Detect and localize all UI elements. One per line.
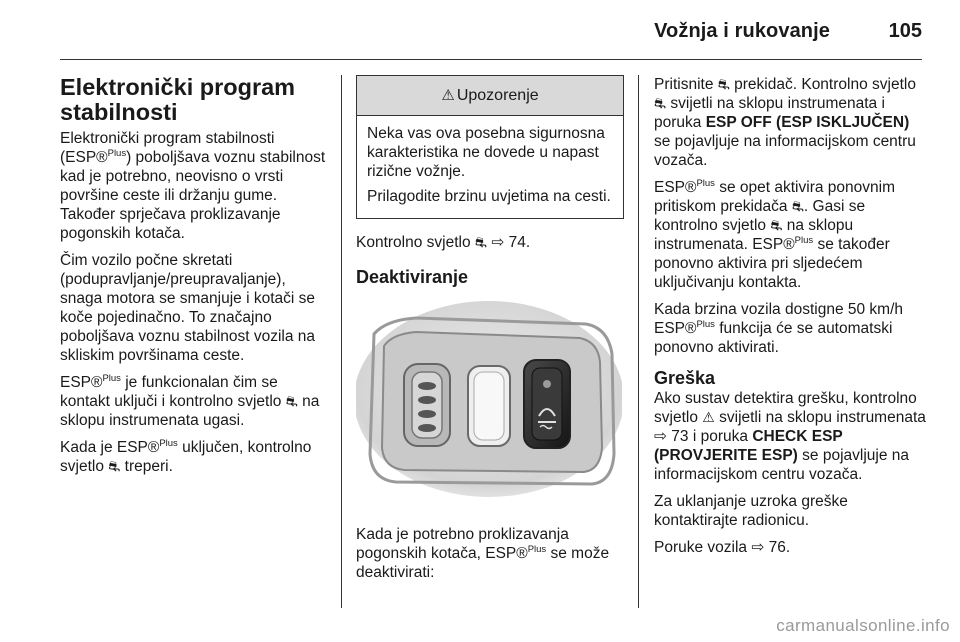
message-esp-off: ESP OFF (ESP ISKLJUČEN) (705, 114, 910, 131)
paragraph-workshop: Za uklanjanje uzroka greške kontaktirajte radionicu. (654, 493, 848, 529)
column-divider-left (341, 75, 342, 608)
warning-text-2: Prilagodite brzinu uvjetima na cesti. (367, 188, 611, 205)
indicator-reference: Kontrolno svjetlo ⛐ ⇨ 74. (356, 234, 531, 251)
watermark: carmanualsonline.info (776, 616, 950, 635)
column-3 (654, 75, 926, 565)
column-1 (60, 75, 328, 484)
page-header (60, 18, 922, 58)
paragraph-fault: Ako sustav detektira grešku, kontrolno svjetlo ⚠ svijetli na sklopu instrumenata ⇨ 73 i poruka CHECK ESP (PROVJERITE ESP) se pojavljuje na informacijskom centru vozača. (654, 390, 926, 483)
paragraph-intro: Elektronički program stabilnosti (ESP®$^{Plus}$) poboljšava voznu stabilnost kad je potrebno, neovisno o vrsti površine ceste ili držanju gume. Također sprječava proklizavanje pogonskih kotača. (60, 130, 326, 242)
column-divider-right (638, 75, 639, 608)
page-ref-arrow-icon: ⇨ (654, 428, 667, 445)
page-ref-arrow-icon: ⇨ (751, 539, 765, 556)
warning-box (356, 75, 624, 219)
warning-triangle-icon: ⚠ (441, 87, 455, 104)
esp-indicator-icon: ⛐ (285, 393, 298, 409)
esp-switch-illustration (356, 294, 622, 508)
paragraph-press-switch: Pritisnite ⛐ prekidač. Kontrolno svjetlo ⛐ svijetli na sklopu instrumenata i poruka ESP OFF (ESP ISKLJUČEN) se pojavljuje na informacijskom centru vozača. (654, 76, 916, 169)
subheading-deactivation: Deaktiviranje (356, 267, 469, 287)
esp-indicator-icon: ⛐ (770, 217, 783, 233)
section-heading: Elektronički program stabilnosti (60, 74, 296, 125)
column-2 (356, 75, 624, 590)
page-ref-arrow-icon: ⇨ (491, 234, 505, 251)
paragraph-vehicle-messages: Poruke vozila ⇨ 76. (654, 539, 791, 556)
paragraph-functional: ESP®$^{Plus}$ je funkcionalan čim se kontakt uključi i kontrolno svjetlo ⛐ na sklopu instrumenata ugasi. (60, 372, 320, 429)
esp-switch-icon: ⛐ (717, 76, 730, 92)
warning-text-1: Neka vas ova posebna sigurnosna karakteristika ne dovede u napast rizične vožnje. (367, 125, 605, 180)
esp-indicator-icon: ⛐ (108, 458, 121, 474)
chapter-title: Vožnja i rukovanje (654, 20, 830, 42)
paragraph-skid: Čim vozilo počne skretati (podupravljanje/preupravaljanje), snaga motora se smanjuje i kotači se koče pojedinačno. To značajno poboljšava voznu stabilnost vozila na skliskim površinama ceste. (60, 252, 316, 364)
message-check-esp: CHECK ESP (PROVJERITE ESP) (654, 428, 843, 464)
esp-fault-icon: ⚠ (702, 409, 715, 425)
esp-indicator-icon: ⛐ (474, 234, 487, 250)
esp-switch-icon: ⛐ (791, 198, 804, 214)
warning-title: Upozorenje (456, 87, 539, 104)
page-number: 105 (888, 20, 922, 42)
paragraph-speed-reactivation: Kada brzina vozila dostigne 50 km/h ESP®$^{Plus}$ funkcija će se automatski ponovno aktivirati. (654, 301, 904, 356)
warning-body (357, 116, 623, 218)
subheading-fault: Greška (654, 368, 716, 388)
header-rule (60, 59, 922, 60)
figure-caption: Kada je potrebno proklizavanja pogonskih kotača, ESP®$^{Plus}$ se može deaktivirati: (356, 526, 610, 581)
paragraph-blinks: Kada je ESP®$^{Plus}$ uključen, kontrolno svjetlo ⛐ treperi. (60, 437, 312, 475)
paragraph-reactivate: ESP®$^{Plus}$ se opet aktivira ponovnim pritiskom prekidača ⛐. Gasi se kontrolno svjetlo ⛐ na sklopu instrumenata. ESP®$^{Plus}$ se također ponovno aktivira pri sljedećem uključivanju kontakta. (654, 177, 895, 291)
esp-indicator-icon: ⛐ (654, 95, 667, 111)
warning-header (357, 76, 623, 116)
